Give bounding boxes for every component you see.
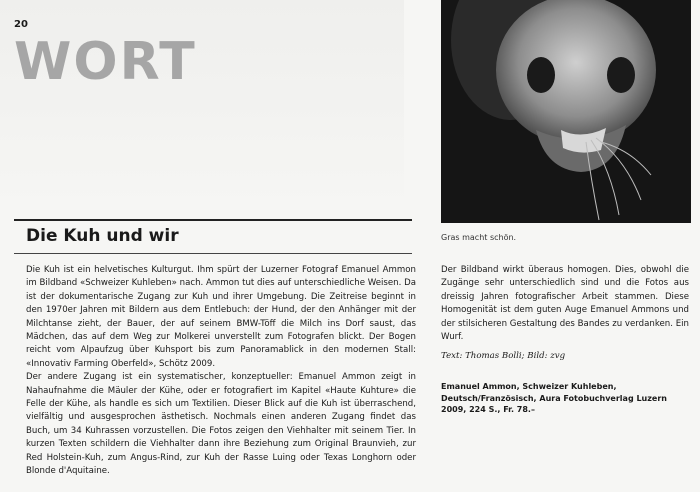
book-info: Emanuel Ammon, Schweizer Kuhleben, Deutsch/Französisch, Aura Fotobuchverlag Luzern 2009, 224 S., Fr. 78.– [441, 382, 667, 414]
section-title: WORT [14, 32, 197, 92]
paragraph-2: Der andere Zugang ist ein systematischer, konzeptueller: Emanuel Ammon zeigt in Nahaufnahme die Mäuler der Kühe, oder er fotografiert im Kapitel «Haute Kuhture» die Felle der Kühe, als handle es sich um Textilien. Dieser Blick auf die Kuh ist überraschend, vielfältig und ausgesprochen ästhetisch. Nochmals einen anderen Zugang findet das Buch, um 34 Kuhrassen vorzustellen. Die Fotos zeigen den Viehhalter mit seinem Tier. In kurzen Texten schildern die Viehhalter dann ihre Beziehung zum Original Braunvieh, zur Red Holstein-Kuh, zum Angus-Rind, zur Kuh der Rasse Luing oder Texas Longhorn oder Blonde d'Aquitaine. [26, 372, 416, 477]
article-credit: Text: Thomas Bolli; Bild: zvg [441, 351, 566, 361]
cow-photo [441, 0, 691, 223]
headline-rule-top [14, 219, 412, 221]
article-headline: Die Kuh und wir [26, 226, 179, 246]
paragraph-3: Der Bildband wirkt überaus homogen. Dies, obwohl die Zugänge sehr unterschiedlich sind und die Fotos aus dreissig Jahren fotografischer Arbeit stammen. Diese Homogenität ist dem guten Auge Emanuel Ammons und der stilsicheren Gestaltung des Bandes zu verdanken. Ein Wurf. [441, 265, 689, 343]
paragraph-1: Die Kuh ist ein helvetisches Kulturgut. Ihm spürt der Luzerner Fotograf Emanuel Ammon im Bildband «Schweizer Kuhleben» nach. Ammon tut dies auf unterschiedliche Weisen. Da ist der dokumentarische Zugang zur Kuh und ihrer Umgebung. Die Zeitreise beginnt in den 1970er Jahren mit Bildern aus dem Entlebuch: der Hund, der den Anhänger mit der Milchtanse zieht, der Bauer, der auf seinem BMW-Töff die Milch ins Dorf saust, das Mädchen, das auf dem Weg zur Molkerei unverstellt zum Fotografen blickt. Der Bogen reicht vom Alpaufzug über Kuhsport bis zum Panoramablick in den modernen Stall: «Innovativ Farming Oberfeld», Schötz 2009. [26, 265, 416, 369]
photo-caption: Gras macht schön. [441, 233, 517, 242]
article-body-right [441, 264, 689, 344]
article-body-left [26, 264, 416, 479]
cow-muzzle-illustration [441, 0, 691, 223]
headline-rule-bottom [14, 253, 412, 254]
page-number: 20 [14, 19, 28, 30]
